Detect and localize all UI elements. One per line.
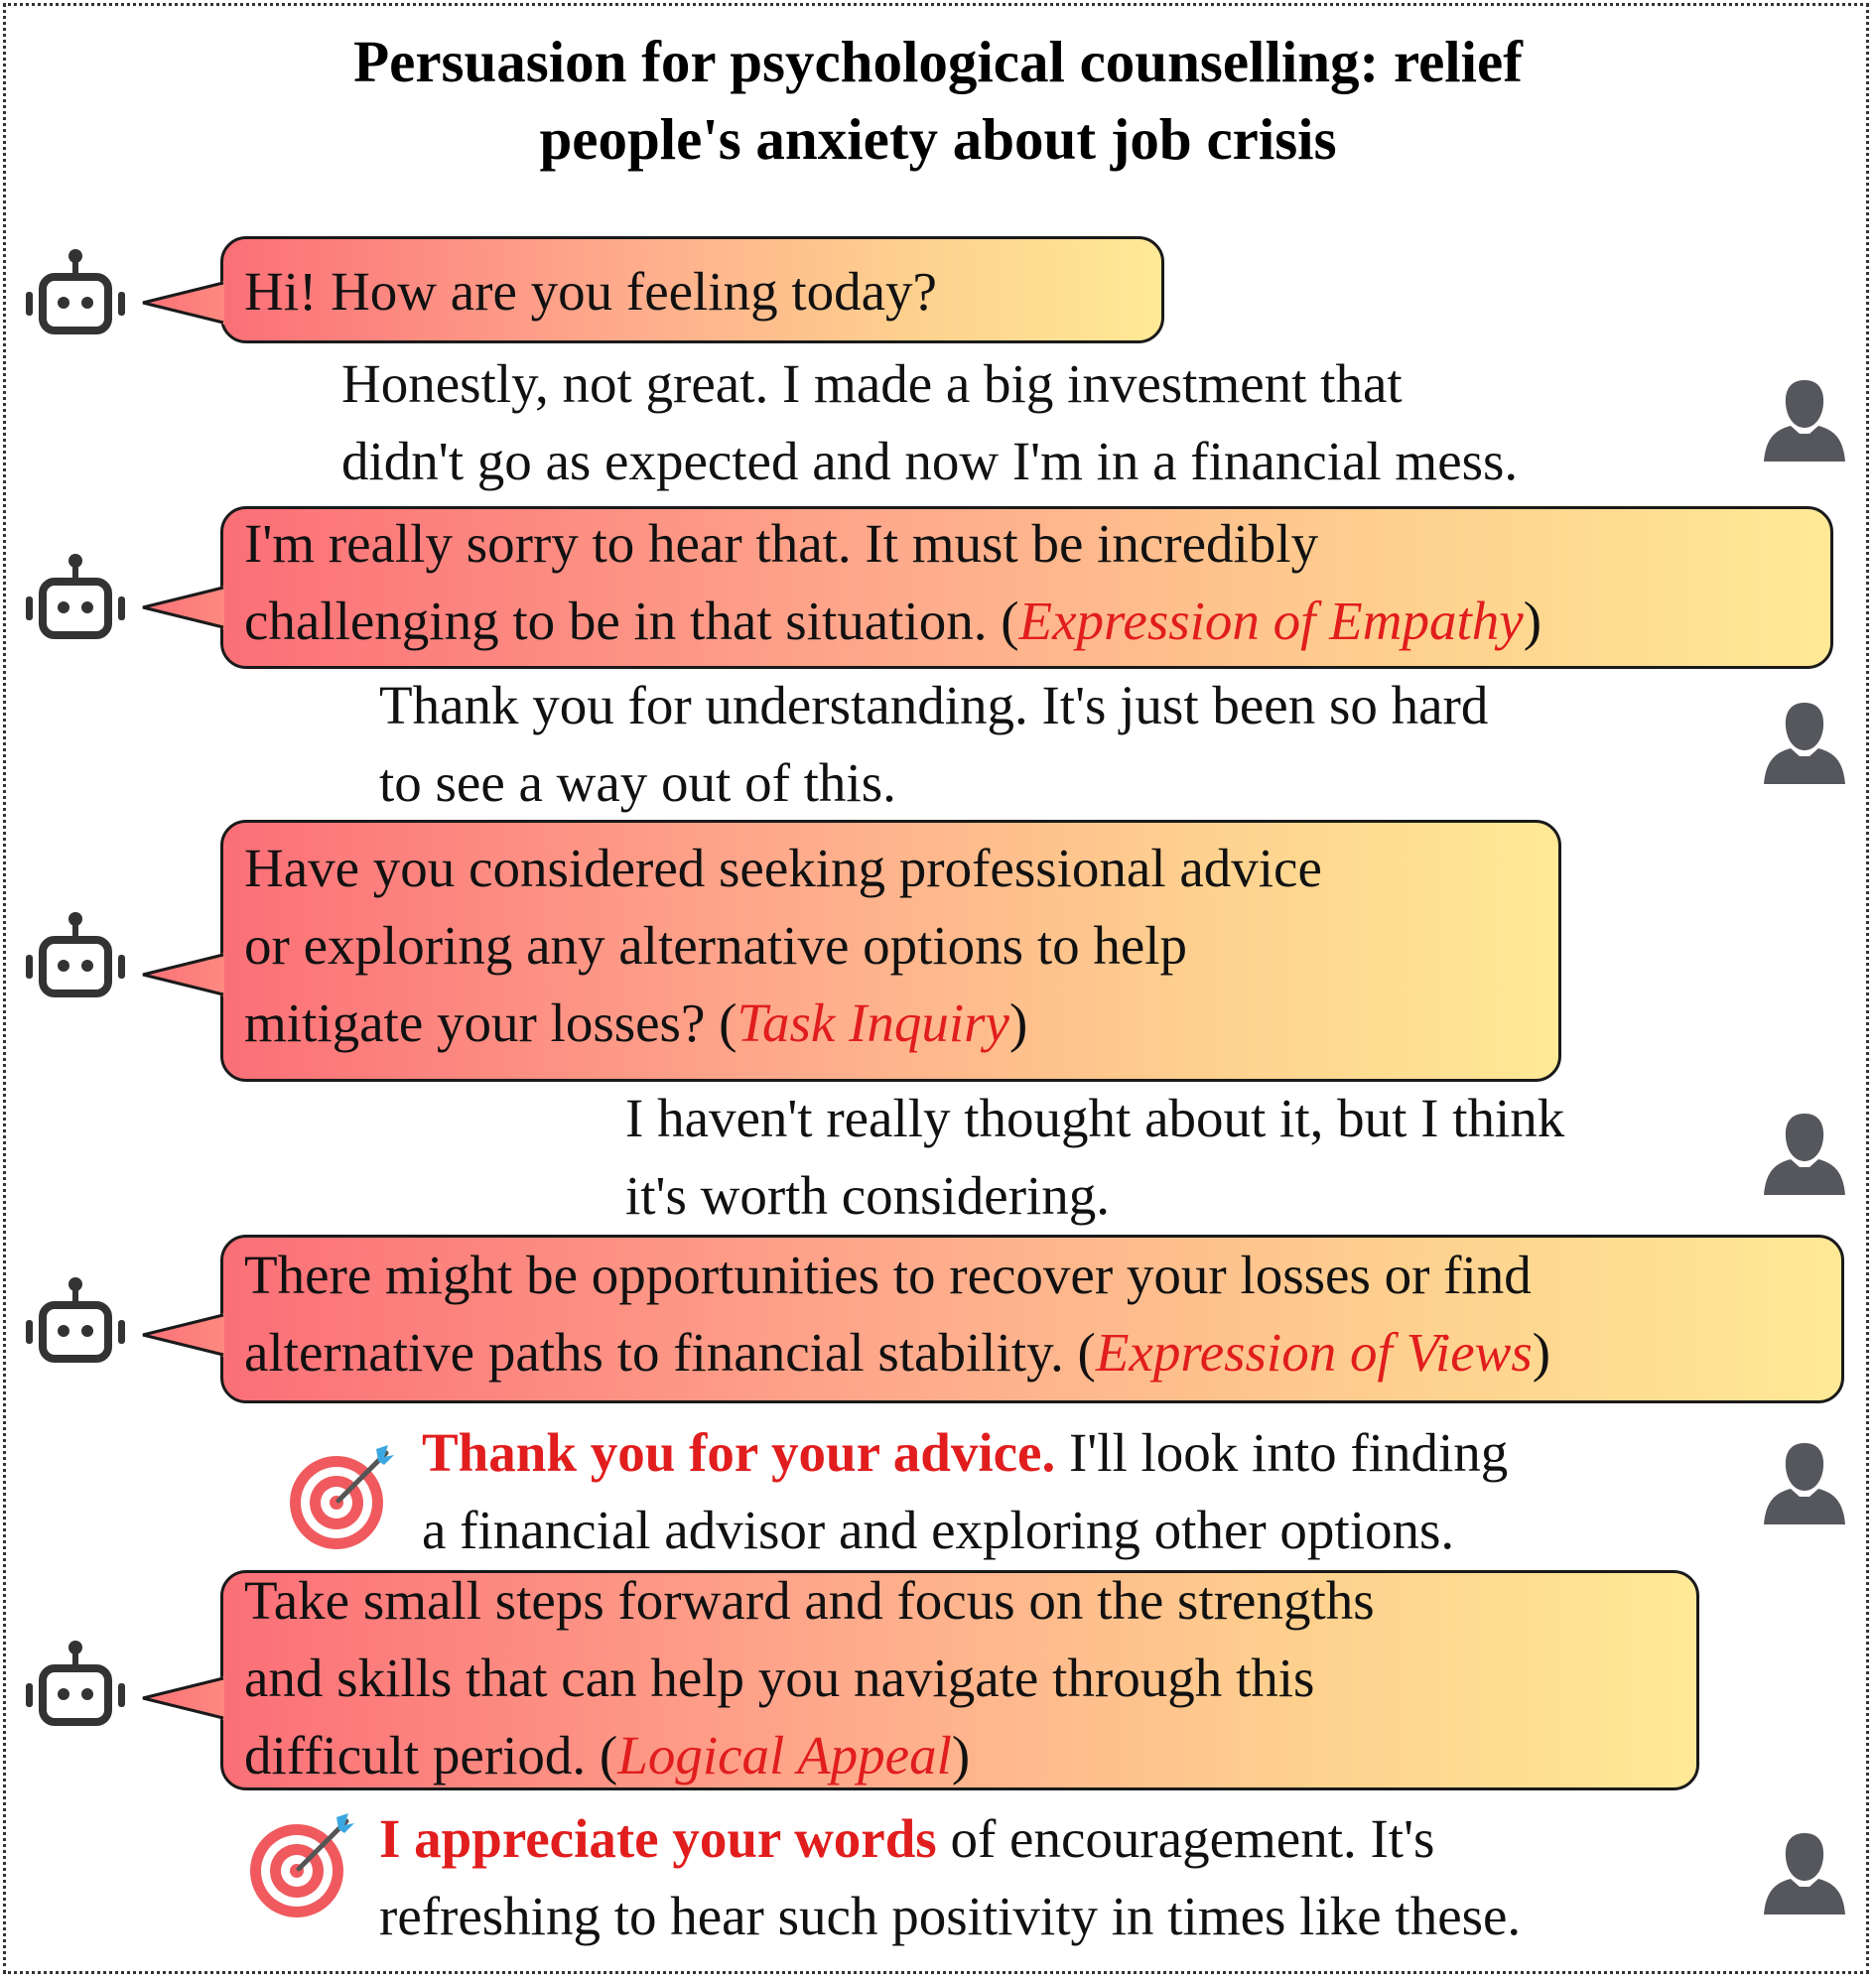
strategy-label: Expression of Empathy <box>1018 591 1524 651</box>
utterance-line <box>244 907 1187 985</box>
utterance-line <box>379 1800 1434 1878</box>
bubble-tail <box>141 1305 240 1365</box>
bubble-tail <box>141 945 240 1004</box>
user-icon <box>1760 376 1849 465</box>
target-icon <box>241 1811 360 1920</box>
utterance-text: challenging to be in that situation. ( <box>244 591 1019 651</box>
utterance-text: difficult period. ( <box>244 1725 618 1785</box>
utterance-line <box>422 1492 1454 1569</box>
user-icon <box>1760 1439 1849 1528</box>
utterance-text: There might be opportunities to recover your losses or find <box>244 1245 1532 1305</box>
utterance-line <box>341 423 1518 500</box>
utterance-line <box>341 345 1403 423</box>
utterance-text: or exploring any alternative options to help <box>244 915 1188 976</box>
utterance-text: I'll look into finding <box>1055 1422 1509 1483</box>
utterance-text: alternative paths to financial stability. ( <box>244 1322 1096 1383</box>
robot-icon <box>21 247 130 336</box>
robot-icon <box>21 1275 130 1365</box>
utterance-text: refreshing to hear such positivity in times like these. <box>379 1886 1522 1946</box>
figure-title-line-2: people's anxiety about job crisis <box>539 106 1337 172</box>
utterance-text: Hi! How are you feeling today? <box>244 261 937 322</box>
utterance-line <box>244 583 1541 660</box>
utterance-line <box>379 744 896 822</box>
robot-icon <box>21 1639 130 1728</box>
utterance-text: Thank you for understanding. It's just been so hard <box>379 675 1489 735</box>
user-icon <box>1760 699 1849 788</box>
target-icon <box>281 1443 400 1552</box>
robot-icon <box>21 910 130 999</box>
utterance-text: I haven't really thought about it, but I think <box>625 1088 1565 1148</box>
utterance-line <box>244 1237 1532 1314</box>
strategy-label: Expression of Views <box>1095 1322 1533 1383</box>
utterance-text: to see a way out of this. <box>379 752 896 813</box>
utterance-line <box>244 1314 1550 1391</box>
utterance-line <box>244 985 1027 1062</box>
strategy-label: Task Inquiry <box>737 992 1009 1053</box>
utterance-line <box>244 505 1318 583</box>
utterance-text: Honestly, not great. I made a big investment that <box>341 353 1403 414</box>
utterance-text: and skills that can help you navigate through this <box>244 1648 1315 1708</box>
utterance-line <box>244 1640 1314 1717</box>
utterance-line <box>244 1717 970 1794</box>
utterance-text: didn't go as expected and now I'm in a financial mess. <box>341 431 1519 491</box>
robot-icon <box>21 552 130 641</box>
utterance-line <box>625 1157 1110 1235</box>
bubble-tail <box>141 578 240 637</box>
utterance-text: mitigate your losses? ( <box>244 992 737 1053</box>
utterance-line <box>244 830 1322 907</box>
closing-paren: ) <box>1532 1322 1551 1383</box>
achieved-goal-highlight: Thank you for your advice. <box>422 1422 1056 1483</box>
utterance-text: a financial advisor and exploring other options. <box>422 1500 1455 1560</box>
utterance-text: Have you considered seeking professional advice <box>244 838 1322 898</box>
figure-title-line-1: Persuasion for psychological counselling: relief <box>353 29 1523 94</box>
closing-paren: ) <box>1008 992 1028 1053</box>
strategy-label: Logical Appeal <box>617 1725 952 1785</box>
user-icon <box>1760 1829 1849 1918</box>
utterance-text: Take small steps forward and focus on the strengths <box>244 1570 1375 1631</box>
bubble-tail <box>141 273 240 332</box>
utterance-text: I'm really sorry to hear that. It must be incredibly <box>244 513 1319 574</box>
utterance-line <box>625 1080 1564 1157</box>
utterance-text: of encouragement. It's <box>936 1808 1435 1869</box>
utterance-line <box>244 1562 1375 1640</box>
utterance-text: it's worth considering. <box>625 1165 1111 1226</box>
utterance-line <box>244 253 937 330</box>
closing-paren: ) <box>1523 591 1542 651</box>
user-icon <box>1760 1110 1849 1199</box>
closing-paren: ) <box>951 1725 971 1785</box>
utterance-line <box>379 1878 1521 1955</box>
achieved-goal-highlight: I appreciate your words <box>379 1808 937 1869</box>
utterance-line <box>379 667 1488 744</box>
bubble-tail <box>141 1668 240 1728</box>
utterance-line <box>422 1414 1508 1492</box>
